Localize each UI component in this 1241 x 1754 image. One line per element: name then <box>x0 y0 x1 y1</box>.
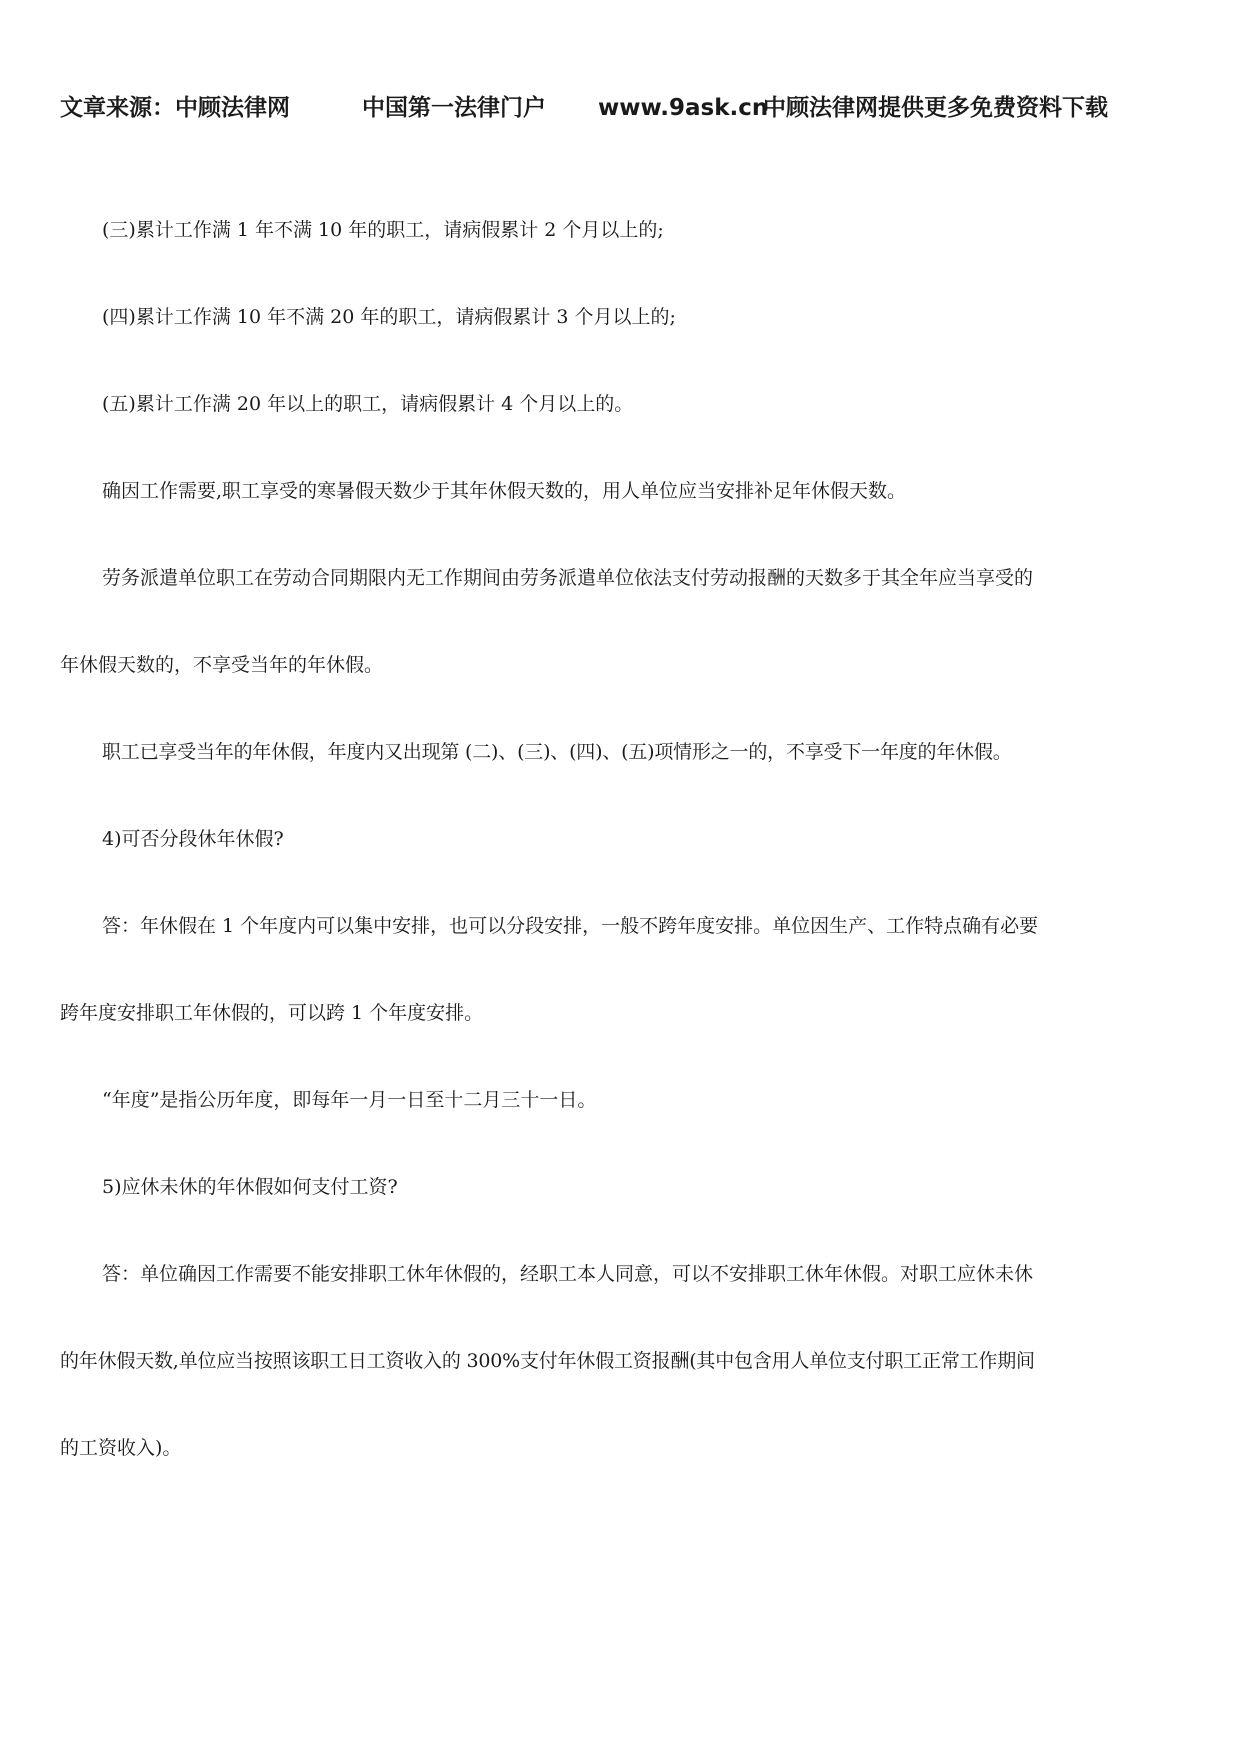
paragraph: 答：年休假在 1 个年度内可以集中安排，也可以分段安排，一般不跨年度安排。单位因生产、工作特点确有必要 <box>102 915 1039 937</box>
paragraph: 劳务派遣单位职工在劳动合同期限内无工作期间由劳务派遣单位依法支付劳动报酬的天数多于其全年应当享受的 <box>102 567 1034 589</box>
section-question: 4)可否分段休年休假? <box>102 828 284 850</box>
page-header <box>60 88 1190 128</box>
paragraph: (五)累计工作满 20 年以上的职工，请病假累计 4 个月以上的。 <box>102 393 634 415</box>
paragraph: (三)累计工作满 1 年不满 10 年的职工，请病假累计 2 个月以上的; <box>102 219 664 241</box>
paragraph-continuation: 的工资收入)。 <box>60 1437 182 1459</box>
paragraph: “年度”是指公历年度，即每年一月一日至十二月三十一日。 <box>102 1089 597 1111</box>
header-slogan: 中国第一法律门户 <box>362 95 546 121</box>
header-url-link[interactable]: www.9ask.cn <box>598 95 769 121</box>
paragraph: 确因工作需要,职工享受的寒暑假天数少于其年休假天数的，用人单位应当安排补足年休假天数。 <box>102 480 907 502</box>
paragraph: 答：单位确因工作需要不能安排职工休年休假的，经职工本人同意，可以不安排职工休年休假。对职工应休未休 <box>102 1263 1034 1285</box>
paragraph: (四)累计工作满 10 年不满 20 年的职工，请病假累计 3 个月以上的; <box>102 306 676 328</box>
paragraph-continuation: 年休假天数的，不享受当年的年休假。 <box>60 654 384 676</box>
paragraph: 职工已享受当年的年休假，年度内又出现第 (二)、(三)、(四)、(五)项情形之一的，不享受下一年度的年休假。 <box>102 741 1012 763</box>
header-promo: 中顾法律网提供更多免费资料下载 <box>763 95 1108 121</box>
header-source: 文章来源：中顾法律网 <box>60 95 290 121</box>
section-question: 5)应休未休的年休假如何支付工资? <box>102 1176 398 1198</box>
paragraph-continuation: 跨年度安排职工年休假的，可以跨 1 个年度安排。 <box>60 1002 484 1024</box>
paragraph-continuation: 的年休假天数,单位应当按照该职工日工资收入的 300%支付年休假工资报酬(其中包含用人单位支付职工正常工作期间 <box>60 1350 1035 1372</box>
